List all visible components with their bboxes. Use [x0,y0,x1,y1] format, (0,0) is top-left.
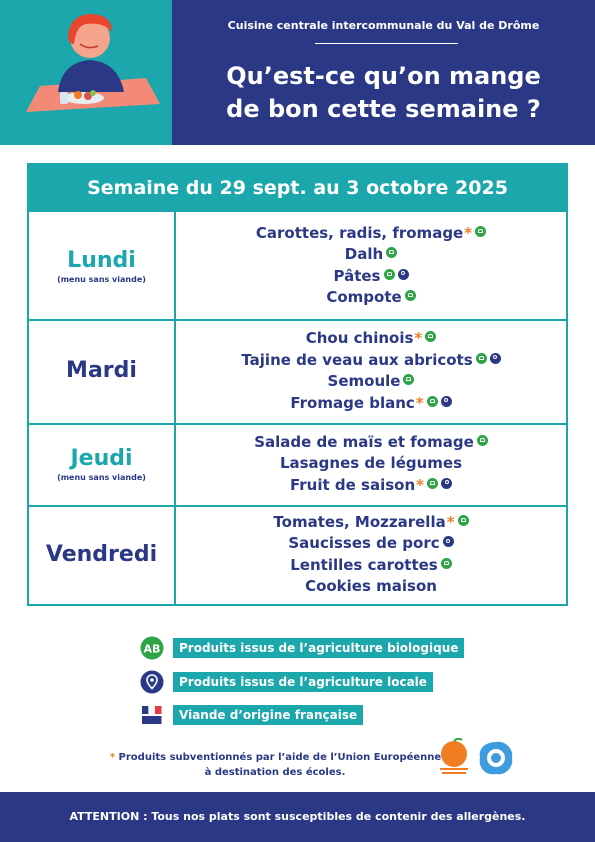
header-illustration-panel [0,0,172,145]
allergen-warning: ATTENTION : Tous nos plats sont susceptibles de contenir des allergènes. [0,792,595,842]
dish-item [305,576,437,598]
eu-subsidy-asterisk: * [415,393,424,412]
dish-item [306,328,437,350]
bio-icon [405,290,416,301]
dish-item [334,266,409,288]
bio-icon [427,478,438,489]
dish-list [176,423,566,505]
day-note: (menu sans viande) [57,473,146,482]
day-cell [29,212,174,319]
day-cell [29,319,174,423]
dish-label: Compote [326,288,402,306]
dish-label: Tajine de veau aux abricots [241,350,473,369]
dish-label: Chou chinois [305,329,414,347]
french-meat-logo-icon [138,703,165,727]
header-divider [315,43,458,44]
legend-label: Viande d’origine française [173,705,363,725]
organization-name: Cuisine centrale intercommunale du Val de Drôme [227,19,540,32]
bio-icon [386,247,397,258]
dish-item [254,432,488,454]
day-name: Jeudi [70,446,133,471]
eu-note-line: Produits subventionnés par l’aide de l’Union Européenne [118,752,442,763]
dish-label: Lentilles carottes [290,555,438,574]
glass [60,92,68,104]
dish-label: Fromage blanc [290,393,415,412]
dish-list [176,505,566,604]
title-line: de bon cette semaine ? [226,95,541,123]
plate [64,92,104,104]
menu-row-mardi [29,319,566,423]
title-line: Qu’est-ce qu’on mange [226,62,541,90]
bio-icon [441,558,452,569]
eu-subsidy-asterisk: * [464,223,473,242]
dish-label: Salade de maïs et fomage [254,432,474,451]
bio-logo-icon [138,636,165,660]
dish-item [256,223,486,245]
dish-list [176,319,566,423]
dish-item [345,244,397,266]
day-cell [29,423,174,505]
eu-note-line: à destination des écoles. [204,767,346,778]
day-name: Lundi [67,247,136,273]
day-cell [29,505,174,604]
dish-item [241,350,500,372]
week-title: Semaine du 29 sept. au 3 octobre 2025 [29,165,566,212]
dish-list [176,212,566,319]
eu-note [60,750,490,780]
food [90,90,96,96]
legend-item-french-meat [138,703,363,727]
day-name: Mardi [66,358,137,383]
dish-label: Fruit de saison [290,475,416,494]
menu-row-jeudi [29,423,566,505]
dish-label: Semoule [327,372,401,390]
dish-item [328,371,415,393]
bio-icon [476,353,487,364]
food [74,91,82,99]
child-body [58,60,124,92]
bio-icon [427,396,438,407]
bio-icon [475,226,486,237]
svg-text:AB: AB [143,642,160,656]
eu-subsidy-asterisk: * [446,512,455,531]
eu-subsidy-asterisk: * [416,475,424,494]
page-title [172,60,595,126]
dish-item [288,533,453,555]
dish-label: Tomates, Mozzarella [273,512,446,531]
dish-label: Cookies maison [305,577,437,595]
header-banner [172,0,595,145]
local-icon [398,269,409,280]
legend-label: Produits issus de l’agriculture locale [173,672,433,692]
day-name: Vendredi [45,541,158,567]
legend-item-local [138,670,433,694]
location-pin-icon [138,670,165,694]
dish-item [290,475,452,497]
fruit-scheme-logo-icon [436,738,472,778]
day-note: (menu sans viande) [57,274,146,284]
local-icon [441,396,452,407]
bio-icon [403,374,414,385]
legend-item-bio [138,636,464,660]
dish-label: Pâtes [333,266,381,285]
dish-label: Lasagnes de légumes [279,454,463,473]
milk-scheme-logo-icon [474,738,518,778]
local-icon [441,478,452,489]
bio-icon [384,269,395,280]
bio-icon [425,331,436,342]
dish-label: Carottes, radis, fromage [255,223,464,242]
dish-item [280,453,462,475]
dish-label: Saucisses de porc [288,534,440,552]
legend-label: Produits issus de l’agriculture biologique [173,638,464,658]
local-icon [443,536,454,547]
local-icon [490,353,501,364]
dish-label: Dalh [344,245,384,263]
eu-subsidy-asterisk: * [414,329,423,347]
menu-row-lundi [29,212,566,319]
asterisk: * [109,752,116,763]
dish-item [290,393,451,415]
bio-icon [458,515,469,526]
menu-table [27,163,568,606]
child-eating-illustration [0,0,172,145]
dish-item [326,287,415,309]
menu-row-vendredi [29,505,566,604]
dish-item [273,512,468,534]
dish-item [290,555,452,577]
bio-icon [477,435,488,446]
